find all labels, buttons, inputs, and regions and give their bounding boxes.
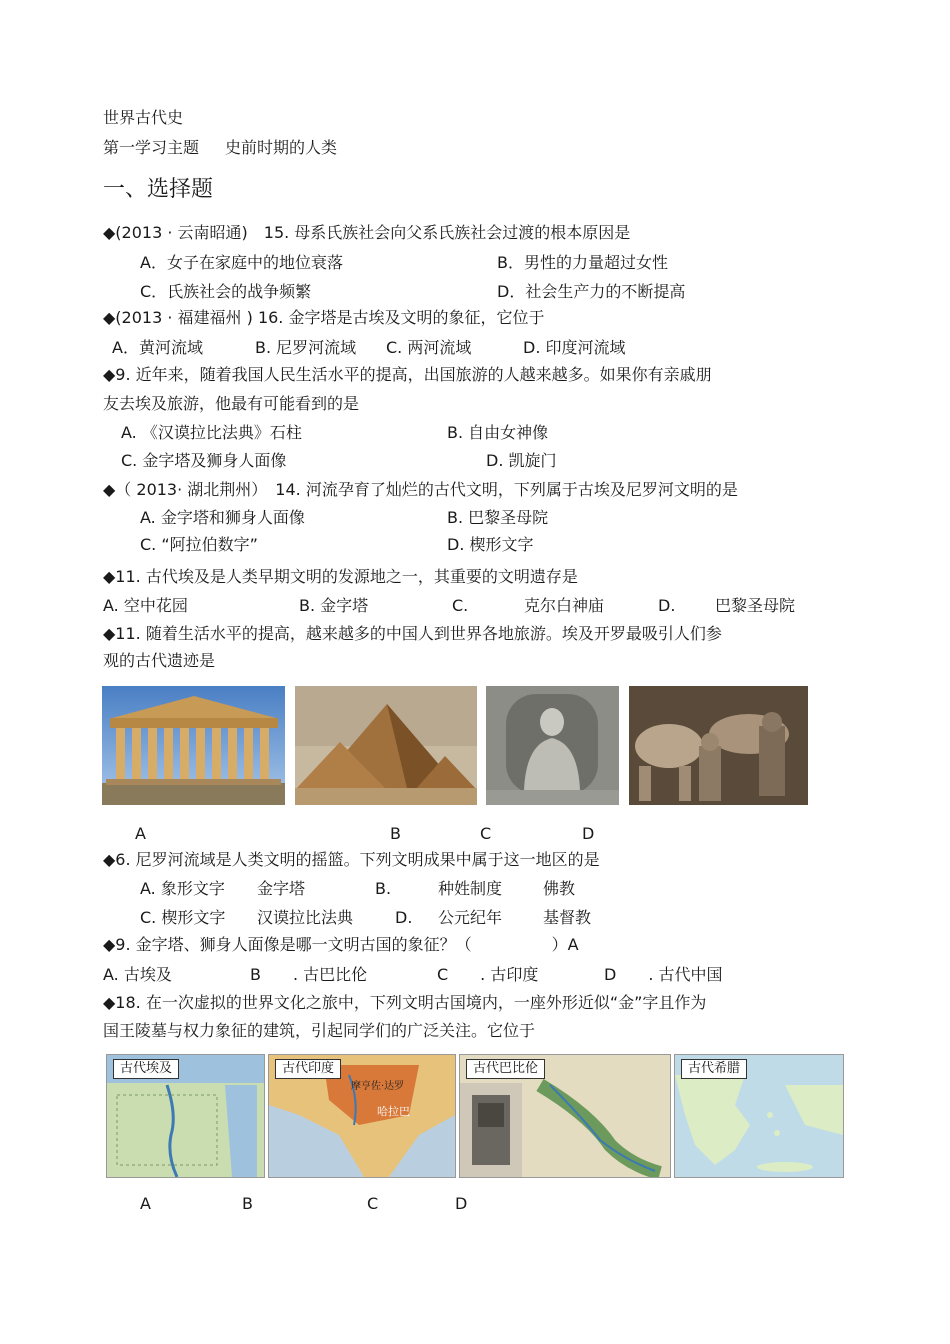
map-ancient-egypt bbox=[106, 1054, 265, 1178]
q8-option-c: C . 古印度 bbox=[437, 965, 539, 984]
photo-pyramids bbox=[295, 686, 477, 805]
q5-option-c-letter: C. bbox=[452, 596, 469, 615]
q7-option-b-letter: B. bbox=[375, 879, 392, 898]
q9-stem-line1: ◆18. 在一次虚拟的世界文化之旅中，下列文明古国境内，一座外形近似“金”字且作为 bbox=[103, 993, 707, 1012]
q6-label-a: A bbox=[135, 824, 146, 843]
q9-label-b: B bbox=[242, 1194, 253, 1213]
q6-stem-line2: 观的古代遗迹是 bbox=[103, 651, 216, 670]
q3-option-a: A. 《汉谟拉比法典》石柱 bbox=[121, 423, 302, 442]
q7-option-d1: 公元纪年 bbox=[438, 908, 503, 927]
q6-stem-line1: ◆11. 随着生活水平的提高，越来越多的中国人到世界各地旅游。埃及开罗最吸引人们参 bbox=[103, 624, 722, 643]
q4-option-d: D. 楔形文字 bbox=[447, 535, 534, 554]
q7-option-c1: C. 楔形文字 bbox=[140, 908, 226, 927]
q4-option-a: A. 金字塔和狮身人面像 bbox=[140, 508, 305, 527]
q8-option-b: B . 古巴比伦 bbox=[250, 965, 368, 984]
q9-label-d: D bbox=[455, 1194, 468, 1213]
q5-option-d-letter: D. bbox=[658, 596, 676, 615]
q3-stem-line2: 友去埃及旅游，他最有可能看到的是 bbox=[103, 394, 360, 413]
photo-parthenon bbox=[102, 686, 285, 805]
q5-option-d-text: 巴黎圣母院 bbox=[715, 596, 796, 615]
q3-option-c: C. 金字塔及狮身人面像 bbox=[121, 451, 287, 470]
q1-option-c: C．氏族社会的战争频繁 bbox=[140, 282, 312, 301]
q6-label-c: C bbox=[480, 824, 492, 843]
q5-stem: ◆11. 古代埃及是人类早期文明的发源地之一，其重要的文明遗存是 bbox=[103, 567, 578, 586]
q9-label-a: A bbox=[140, 1194, 151, 1213]
map-ancient-india bbox=[268, 1054, 456, 1178]
photo-terracotta bbox=[629, 686, 808, 805]
map-title-babylon: 古代巴比伦 bbox=[466, 1059, 545, 1079]
q4-option-c: C. “阿拉伯数字” bbox=[140, 535, 258, 554]
photo-buddha bbox=[486, 686, 619, 805]
q5-option-c-text: 克尔白神庙 bbox=[524, 596, 605, 615]
doc-title: 世界古代史 bbox=[103, 108, 184, 127]
q3-option-b: B. 自由女神像 bbox=[447, 423, 549, 442]
q5-option-b: B. 金字塔 bbox=[299, 596, 369, 615]
q7-option-b2: 佛教 bbox=[543, 879, 576, 898]
q7-option-c2: 汉谟拉比法典 bbox=[257, 908, 354, 927]
q1-option-d: D．社会生产力的不断提高 bbox=[497, 282, 686, 301]
q2-stem: ◆(2013 · 福建福州 ) 16. 金字塔是古埃及文明的象征，它位于 bbox=[103, 308, 545, 327]
q4-stem: ◆（ 2013· 湖北荆州） 14. 河流孕育了灿烂的古代文明，下列属于古埃及尼罗河文明的是 bbox=[103, 480, 738, 499]
q8-stem: ◆9. 金字塔、狮身人面像是哪一文明古国的象征？（ ）A bbox=[103, 935, 579, 954]
q9-stem-line2: 国王陵墓与权力象征的建筑，引起同学们的广泛关注。它位于 bbox=[103, 1021, 536, 1040]
q5-option-a: A. 空中花园 bbox=[103, 596, 188, 615]
q7-option-d2: 基督教 bbox=[543, 908, 592, 927]
map-ancient-babylon bbox=[459, 1054, 671, 1178]
q2-option-c: C. 两河流域 bbox=[386, 338, 472, 357]
section-heading: 一、选择题 bbox=[103, 177, 214, 202]
q2-option-d: D. 印度河流域 bbox=[523, 338, 626, 357]
map-title-india: 古代印度 bbox=[275, 1059, 341, 1079]
q7-option-a2: 金字塔 bbox=[257, 879, 306, 898]
topic-label: 第一学习主题 bbox=[103, 138, 200, 157]
q6-label-b: B bbox=[390, 824, 401, 843]
q1-option-b: B．男性的力量超过女性 bbox=[497, 253, 668, 272]
q6-label-d: D bbox=[582, 824, 595, 843]
q8-option-a: A. 古埃及 bbox=[103, 965, 172, 984]
q4-option-b: B. 巴黎圣母院 bbox=[447, 508, 549, 527]
map-label-harappa: 哈拉巴 bbox=[377, 1105, 410, 1118]
q2-option-a: A．黄河流域 bbox=[112, 338, 203, 357]
q3-stem-line1: ◆9. 近年来，随着我国人民生活水平的提高，出国旅游的人越来越多。如果你有亲戚朋 bbox=[103, 365, 712, 384]
map-label-mohenjodaro: 摩亨佐·达罗 bbox=[351, 1081, 405, 1092]
q8-option-d: D . 古代中国 bbox=[604, 965, 723, 984]
q7-option-a1: A. 象形文字 bbox=[140, 879, 225, 898]
q2-option-b: B. 尼罗河流域 bbox=[255, 338, 357, 357]
q1-option-a: A．女子在家庭中的地位衰落 bbox=[140, 253, 343, 272]
q7-option-d-letter: D. bbox=[395, 908, 413, 927]
q3-option-d: D. 凯旋门 bbox=[486, 451, 557, 470]
q9-label-c: C bbox=[367, 1194, 379, 1213]
q1-stem: ◆(2013 · 云南昭通) 15. 母系氏族社会向父系氏族社会过渡的根本原因是 bbox=[103, 223, 631, 242]
q7-option-b1: 种姓制度 bbox=[438, 879, 503, 898]
map-ancient-greece bbox=[674, 1054, 844, 1178]
map-title-egypt: 古代埃及 bbox=[113, 1059, 179, 1079]
map-title-greece: 古代希腊 bbox=[681, 1059, 747, 1079]
topic-name: 史前时期的人类 bbox=[225, 138, 338, 157]
q7-stem: ◆6. 尼罗河流域是人类文明的摇篮。下列文明成果中属于这一地区的是 bbox=[103, 850, 600, 869]
